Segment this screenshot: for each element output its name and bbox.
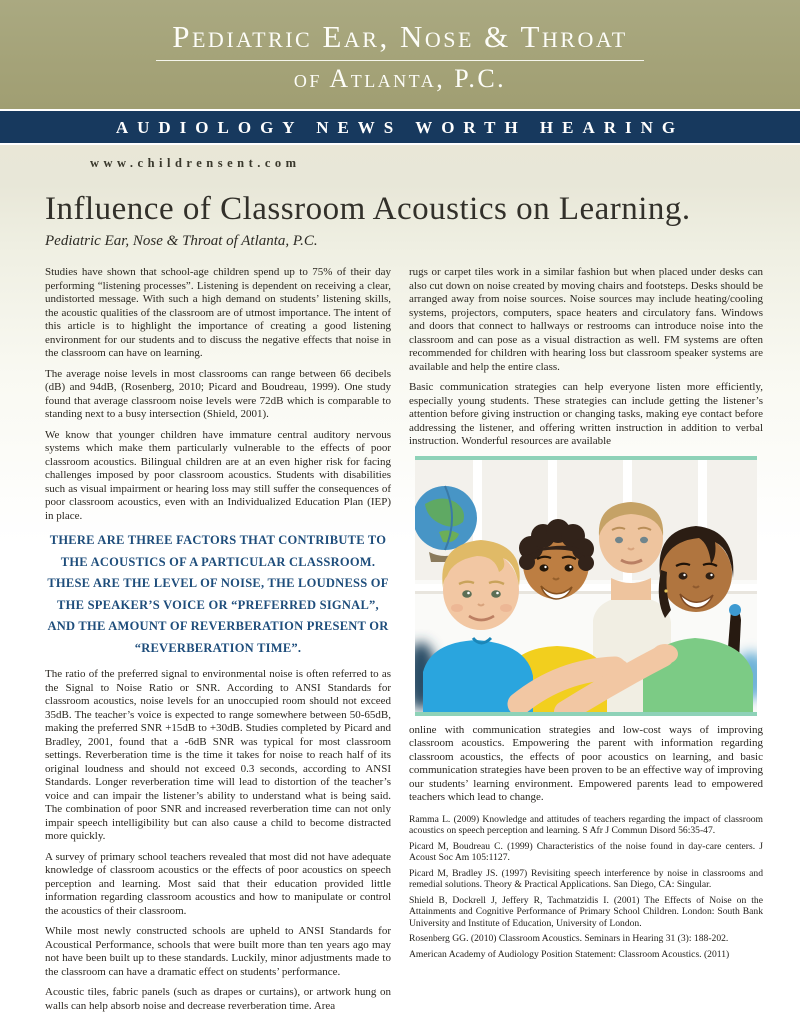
pull-quote-callout: THERE ARE THREE FACTORS THAT CONTRIBUTE TO THE ACOUSTICS OF A PARTICULAR CLASSROOM. THESE ARE THE LEVEL OF NOISE, THE LOUDNESS OF THE SPEAKER’S VOICE OR “PREFERRED SIGNAL”, AND THE AMOUNT OF REVERBERATION PRESENT OR “REVERBERATION TIME”. [47, 533, 389, 655]
tagline-banner: AUDIOLOGY NEWS WORTH HEARING [0, 111, 800, 145]
article-byline: Pediatric Ear, Nose & Throat of Atlanta, P.C. [45, 233, 318, 250]
right-column [409, 266, 763, 1020]
article-columns [0, 250, 800, 1020]
paragraph: Acoustic tiles, fabric panels (such as drapes or curtains), or artwork hung on walls can help absorb noise and decrease reverberation time. Area [45, 986, 391, 1012]
children-photo-illustration [415, 460, 757, 712]
reference-item: American Academy of Audiology Position Statement: Classroom Acoustics. (2011) [409, 949, 730, 961]
paragraph: rugs or carpet tiles work in a similar fashion but when placed under desks can also cut down on noise created by moving chairs and footsteps. Desks should be arranged away from noise sources. Noise sources may include heating/cooling systems, projectors, computers, space heaters and circulatory fans. Windows and doors that connect to hallways or restrooms can introduce noise into the classroom and can pose as a visual distraction as well. FM systems are often recommended for children with hearing loss but classroom speaker systems are available and help the entire class. [409, 266, 763, 373]
classroom-children-photo [415, 456, 757, 716]
paragraph: online with communication strategies and low-cost ways of improving classroom acoustics. Empowering the parent with information regarding classroom acoustics, the effects of poor acoustics on learning, and basic communication strategies have been proven to be an effective way of improving our students’ learning environment. Empowered parents lead to empowered teachers which lead to change. [409, 723, 763, 804]
title-block [0, 171, 800, 250]
paragraph: A survey of primary school teachers revealed that most did not have adequate knowledge of classroom acoustics or the effects of poor acoustics on speech perception and learning. Most said that their education provided little information regarding classroom acoustics and how to manipulate or control the acoustics of their classroom. [45, 850, 391, 917]
paragraph: We know that younger children have immature central auditory nervous systems which make them particularly vulnerable to the effects of poor classroom acoustics. Bilingual children are at an even higher risk for facing challenges imposed by poor classroom acoustics. Students with disabilities such as visual impairment or hearing loss may still suffer the consequences of poor classroom acoustics, even with an Individualized Education Plan (IEP) in place. [45, 428, 391, 522]
org-name-line2: of Atlanta, P.C. [293, 64, 507, 94]
content-area [0, 145, 800, 1031]
reference-list [409, 814, 763, 961]
article-title: Influence of Classroom Acoustics on Learning. [45, 191, 691, 227]
left-column [45, 266, 391, 1020]
reference-item: Shield B, Dockrell J, Jeffery R, Tachmatzidis I. (2001) The Effects of Noise on the Attainments and Cognitive Performance of Primary School Children. London: South Bank University and Institute of Education, University of London. [409, 895, 763, 929]
masthead [0, 0, 800, 111]
paragraph: Basic communication strategies can help everyone listen more efficiently, especially young students. These strategies can include getting the listener’s attention before giving instruction or changing tasks, making eye contact before addressing the listener, and offering written instruction in addition to verbal instruction. Wonderful resources are available [409, 381, 763, 448]
reference-item: Picard M, Boudreau C. (1999) Characteristics of the noise found in day-care centers. J Acoust Soc Am 105:1127. [409, 840, 763, 864]
reference-item: Ramma L. (2009) Knowledge and attitudes of teachers regarding the impact of classroom acoustics on speech perception and learning. S Afr J Commun Disord 56:35-47. [409, 813, 763, 837]
paragraph: The ratio of the preferred signal to environmental noise is often referred to as the Signal to Noise Ratio or SNR. According to ANSI Standards for classroom acoustics, noise levels for an unoccupied room should not exceed 35dB. The teacher’s voice is expected to range somewhere between 50-65dB, making the preferred SNR +15dB to +30dB. Studies completed by Picard and Bradley, 2001, found that a -6dB SNR was typical for most classroom settings. Reverberation time is the time it takes for noise to reach half of its original loudness and should not exceed 0.3 seconds, according to ANSI Standards. Longer reverberation time will lead to distortion of the teacher’s voice and can impair the listener’s ability to understand what is being said. The combination of poor SNR and increased reverberation time can not only impair speech intelligibility but can also cause a child to become distracted more quickly. [45, 668, 391, 843]
paragraph: Studies have shown that school-age children spend up to 75% of their day performing “listening processes”. Listening is dependent on receiving a clear, undistorted message. With such a high demand on students’ listening skills, the acoustic qualities of the classroom are of utmost importance. The intent of this article is to highlight the importance of creating a good listening environment for our students and to discuss the negative effects that noise in the classroom can have on learning. [45, 266, 391, 360]
reference-item: Rosenberg GG. (2010) Classroom Acoustics. Seminars in Hearing 31 (3): 188-202. [409, 933, 729, 945]
paragraph: The average noise levels in most classrooms can range between 66 decibels (dB) and 94dB, (Rosenberg, 2010; Picard and Boudreau, 1999). One study found that average classroom noise levels were 72dB which is comparable to standing next to a busy intersection (Shield, 2001). [45, 367, 391, 421]
website-link[interactable]: www.childrensent.com [90, 156, 301, 170]
reference-item: Picard M, Bradley JS. (1997) Revisiting speech interference by noise in classrooms and remedial solutions. Theory & Practical Applications. San Diego, CA: Singular. [409, 867, 763, 891]
org-name-line1-text: Pediatric Ear, Nose & Throat [156, 20, 643, 61]
paragraph: While most newly constructed schools are upheld to ANSI Standards for Acoustical Performance, schools that were built more than ten years ago may not have been built up to these standards. Luckily, minor adjustments made to the classroom can have a dramatic effect on students’ performance. [45, 925, 391, 978]
org-name-line1 [0, 20, 800, 61]
